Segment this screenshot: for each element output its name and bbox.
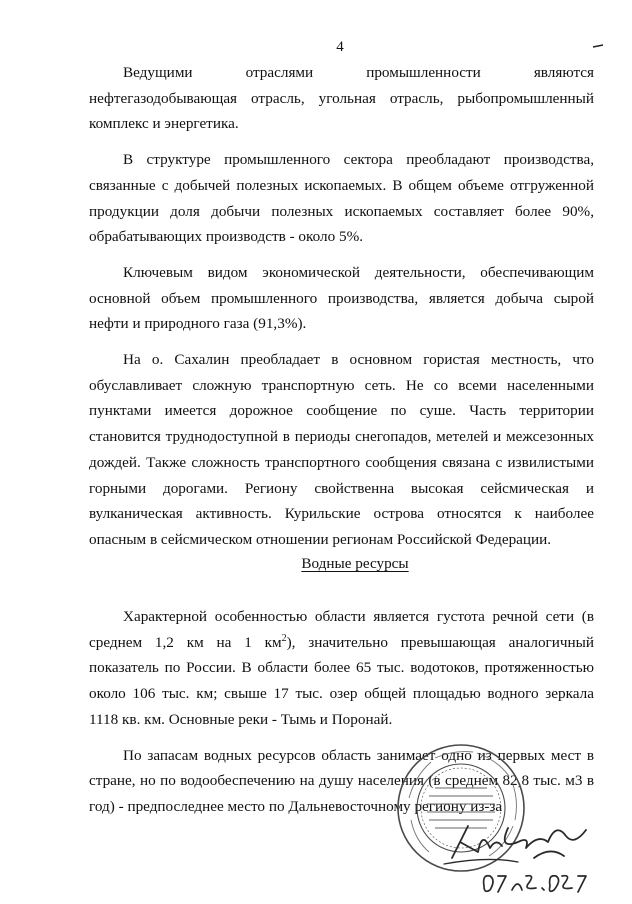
handwritten-date (478, 864, 598, 900)
body-top (89, 60, 594, 563)
intro-word-1: Ведущими (123, 64, 193, 81)
river-density-text-cont: ), значительно превышающая аналогичный показатель по России. В области более 65 тыс. водотоков, протяженностью около 106 тыс. км; свыше 17 тыс. озер общей площадью водного зеркала 1118 кв. км. Основные реки - Тымь и Поронай. (89, 633, 594, 728)
corner-mark (592, 44, 604, 48)
intro-rest: нефтегазодобывающая отрасль, угольная отрасль, рыбопромышленный комплекс и энергетика. (89, 89, 594, 133)
page-number: 4 (336, 39, 344, 55)
section-heading-text: Водные ресурсы (301, 555, 409, 572)
superscript-2: 2 (281, 632, 287, 644)
paragraph-terrain: На о. Сахалин преобладает в основном гористая местность, что обуславливает сложную транспортную сеть. Не со всеми населенными пунктами имеется дорожное сообщение по суше. Часть территории становится труднодоступной в периоды снегопадов, метелей и межсезонных дождей. Также сложность транспортного сообщения связана с извилистыми горными дорогами. Региону свойственна высокая сейсмическая и вулканическая активность. Курильские острова относятся к наиболее опасным в сейсмическом отношении регионам Российской Федерации. (89, 351, 594, 548)
intro-word-4: являются (533, 64, 595, 81)
section-heading (0, 555, 632, 573)
handwritten-signature (438, 812, 598, 870)
paragraph-key-activity: Ключевым видом экономической деятельности, обеспечивающим основной объем промышленного производства, является добыча сырой нефти и природного газа (91,3%). (89, 263, 594, 333)
intro-word-2: отраслями (245, 64, 314, 81)
intro-word-3: промышленности (366, 64, 481, 81)
intro-first-line (89, 60, 594, 86)
paragraph-water-supply: По запасам водных ресурсов область занимает одно из первых мест в стране, но по водообеспечению на душу населения (в среднем 82,8 тыс. м3 в год) - предпоследнее место по Дальневосточному региону из-за (89, 746, 594, 815)
paragraph-industry-structure: В структуре промышленного сектора преобладают производства, связанные с добычей полезных ископаемых. В общем объеме отгруженной продукции доля добычи полезных ископаемых составляет более 90%, обрабатывающих производств - около 5%. (89, 151, 594, 246)
paragraph-river-density (89, 604, 594, 733)
river-density-text: Характерной особенностью области является густота речной сети (в среднем 1,2 км на 1 км (89, 608, 594, 651)
